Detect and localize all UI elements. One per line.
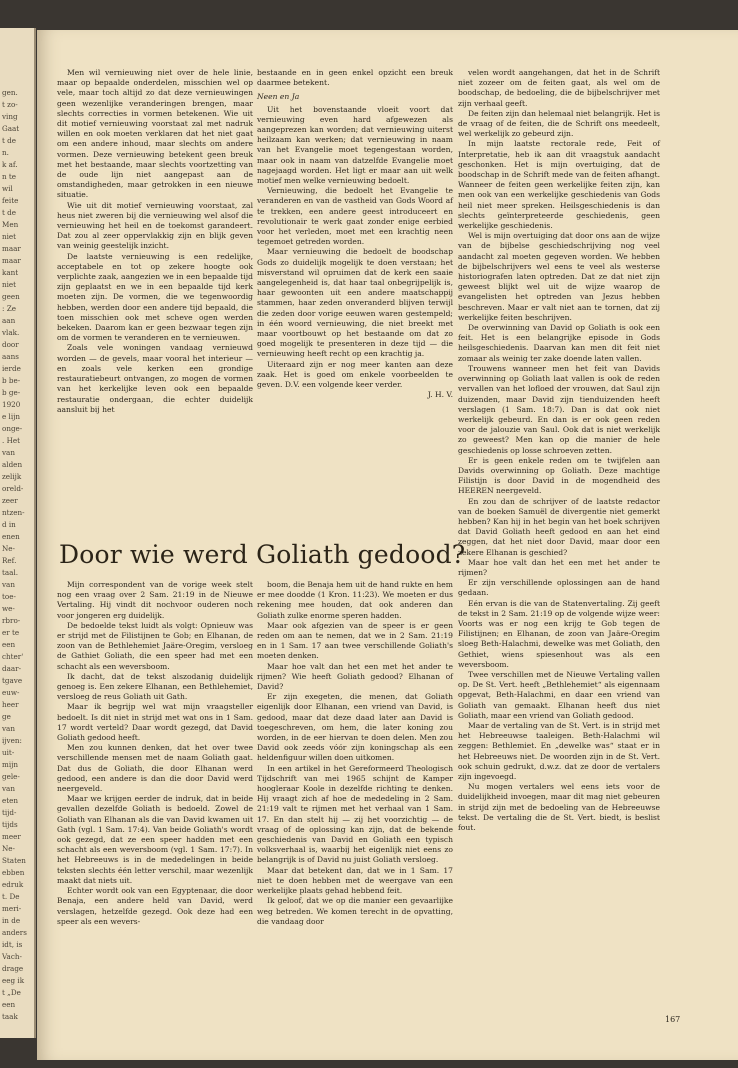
paragraph: Ik dacht, dat de tekst alszodanig duidelijk genoeg is. Een zekere Elhanan, een Bethlehemiet, versloeg de reus Goliath uit Gath.	[57, 671, 253, 702]
signature: J. H. V.	[427, 390, 453, 400]
previous-page-text-fragment: idt, is	[2, 940, 23, 949]
previous-page-text-fragment: er te	[2, 628, 20, 637]
paragraph: Maar de vertaling van de St. Vert. is in strijd met het Hebreeuwse taaleigen. Beth-Halachmi wil zeggen: Bethlemiet. En „dewelke was“ staat er in het Hebreeuws niet. De woorden zijn in de St. Vert. ook schuin gedrukt, d.w.z. dat ze door de vertalers zijn ingevoegd.	[458, 721, 660, 782]
previous-page-text-fragment: b be-	[2, 376, 21, 385]
previous-page-text-fragment: niet	[2, 280, 17, 289]
previous-page-text-fragment: taal.	[2, 568, 19, 577]
previous-page-text-fragment: oreld-	[2, 484, 24, 493]
column-body	[257, 105, 453, 391]
previous-page-text-fragment: meer	[2, 832, 21, 841]
previous-page-text-fragment: enen	[2, 532, 20, 541]
paragraph: Er zijn exegeten, die menen, dat Goliath eigenlijk door Elhanan, een vriend van David, is gedood, maar dat deze daad later aan David is toegeschreven, om hem, die later koning zou worden, in de eer hiervan te doen delen. Men zou David ook zeeds vóór zijn koningschap als een heldenfiguur willen doen uitkomen.	[257, 692, 453, 763]
previous-page-text-fragment: maar	[2, 256, 21, 265]
paragraph: Wie uit dit motief vernieuwing voorstaat, zal heus niet zweren bij die vernieuwing wel alsof die vernieuwing het heil en de toekomst garandeert. Dat zou al zeer oppervlakkig zijn en blijk geven van weinig geestelijk inzicht.	[57, 200, 253, 251]
previous-page-text-fragment: niet	[2, 232, 17, 241]
previous-page-text-fragment: drage	[2, 964, 24, 973]
paragraph: De overwinning van David op Goliath is ook een feit. Het is een belangrijke episode in Gods heilsgeschiedenis. Daarvan kan men dit feit niet zomaar als weinig ter zake doende laten vallen.	[458, 323, 660, 363]
previous-page-text-fragment: van	[2, 784, 15, 793]
previous-page-text-fragment: ijven:	[2, 736, 22, 745]
previous-page-text-fragment: door	[2, 340, 19, 349]
paragraph: Vernieuwing, die bedoelt het Evangelie te veranderen en van de vastheid van Gods Woord af te trekken, een andere geest introduceert en revolutionair te werk gaat zonder enige eerbied voor het verleden, moet met een krachtig neen tegemoet getreden worden.	[257, 186, 453, 247]
previous-page-text-fragment: een	[2, 1000, 16, 1009]
top-column-1	[57, 68, 253, 415]
paragraph: Maar ook afgezien van de speer is er geen reden om aan te nemen, dat we in 2 Sam. 21:19 en in 1 Sam. 17 aan twee verschillende Goliath's moeten denken.	[257, 620, 453, 661]
paragraph: De laatste vernieuwing is een redelijke, acceptabele en tot op zekere hoogte ook verplichte zaak, aangezien we in een bepaalde tijd zijn geplaatst en we in een bepaalde tijd kerk moeten zijn. De vormen, die we tegenwoordig hebben, werden door een andere tijd bepaald, die toen misschien ook met scheve ogen werden bekeken. Daarom kan er geen bezwaar tegen zijn om de vormen te veranderen en te vernieuwen.	[57, 251, 253, 343]
previous-page-text-fragment: taak	[2, 1012, 18, 1021]
previous-page-text-fragment: in de	[2, 916, 21, 925]
previous-page-text-fragment: Ne-	[2, 844, 15, 853]
previous-page-edge	[0, 28, 36, 1038]
previous-page-text-fragment: Ne-	[2, 544, 15, 553]
top-column-2	[257, 68, 453, 401]
previous-page-text-fragment: mijn	[2, 760, 18, 769]
previous-page-text-fragment: Vach-	[2, 952, 22, 961]
paragraph: Maar hoe valt dan het een met het ander te rijmen?	[458, 557, 660, 577]
previous-page-text-fragment: gen.	[2, 88, 18, 97]
previous-page-text-fragment: geen	[2, 292, 20, 301]
previous-page-text-fragment: zeer	[2, 496, 18, 505]
paragraph: boom, die Benaja hem uit de hand rukte en hem er mee doodde (1 Kron. 11:23). We moeten er dus rekening mee houden, dat ook anderen dan Goliath zulke enorme speren hadden.	[257, 580, 453, 620]
paragraph: Twee verschillen met de Nieuwe Vertaling vallen op. De St. Vert. heeft „Bethlehemiet“ als eigennaam opgevat, Beth-Halachmi, en daar een vriend van Goliath van gemaakt. Elhanan heeft dus niet Goliath, maar een vriend van Goliath gedood.	[458, 669, 660, 720]
previous-page-text-fragment: : Ze	[2, 304, 16, 313]
previous-page-text-fragment: onge-	[2, 424, 23, 433]
bottom-column-1	[57, 580, 253, 927]
paragraph: Maar dat betekent dan, dat we in 1 Sam. 17 niet te doen hebben met de weergave van een werkelijke plaats gehad hebbend feit.	[257, 865, 453, 896]
paragraph: Nu mogen vertalers wel eens iets voor de duidelijkheid invoegen, maar dit mag niet gebeuren in strijd zijn met de bedoeling van de Hebreeuwse tekst. De vertaling die de St. Vert. biedt, is beslist fout.	[458, 782, 660, 833]
previous-page-text-fragment: Ref.	[2, 556, 17, 565]
previous-page-text-fragment: ierde	[2, 364, 21, 373]
previous-page-text-fragment: aan	[2, 316, 16, 325]
previous-page-text-fragment: gele-	[2, 772, 20, 781]
paragraph: bestaande en in geen enkel opzicht een breuk daarmee betekent.	[257, 68, 453, 88]
previous-page-text-fragment: tijds	[2, 820, 18, 829]
paragraph: Uit het bovenstaande vloeit voort dat vernieuwing even hard afgewezen als aangeprezen kan worden; dat vernieuwing uiterst heilzaam kan werken; dat vernieuwing in naam van het Evangelie moet tegengestaan worden, maar ook in naam van datzelfde Evangelie moet nagejaagd worden. Het ligt er maar aan uit welk motief men welke vernieuwing bedoelt.	[257, 104, 453, 186]
previous-page-text-fragment: meri-	[2, 904, 22, 913]
paragraph: Maar vernieuwing die bedoelt de boodschap Gods zo duidelijk mogelijk te doen verstaan; het misverstand wil opruimen dat de kerk een saaie aangelegenheid is, dat haar taal onbegrijpelijk is, haar gewoonten uit een andere maatschappij stammen, haar zeden onveranderd blijven terwijl die zeden door vorige eeuwen waren gestempeld; in één woord vernieuwing, die niet breekt met maar voortbouwt op het bestaande om dat zo goed mogelijk te presenteren in deze tijd — die vernieuwing heeft recht op een krachtig ja.	[257, 247, 453, 359]
top-column-3	[458, 68, 660, 833]
paragraph: Er zijn verschillende oplossingen aan de hand gedaan.	[458, 578, 660, 598]
previous-page-text-fragment: d in	[2, 520, 16, 529]
article-headline: Door wie werd Goliath gedood?	[59, 540, 466, 569]
previous-page-text-fragment: e lijn	[2, 412, 20, 421]
previous-page-text-fragment: ge	[2, 712, 11, 721]
previous-page-text-fragment: eten	[2, 796, 19, 805]
previous-page-text-fragment: anders	[2, 928, 27, 937]
previous-page-text-fragment: van	[2, 580, 15, 589]
previous-page-text-fragment: n.	[2, 148, 9, 157]
previous-page-text-fragment: Men	[2, 220, 19, 229]
previous-page-text-fragment: een	[2, 640, 16, 649]
subheading: Neen en Ja	[257, 92, 300, 102]
previous-page-text-fragment: t „De	[2, 988, 21, 997]
paragraph: Trouwens wanneer men het feit van Davids overwinning op Goliath laat vallen is ook de reden vervallen van het lofloed der vrouwen, dat Saul zijn duizenden, maar David zijn tienduizenden heeft verslagen (1 Sam. 18:7). Dan is dat ook niet werkelijk gebeurd. En dan is er ook geen reden voor de jalouzie van Saul. Ook dat is niet werkelijk zo geweest? Men kan op die manier de hele geschiedenis op losse schroeven zetten.	[458, 363, 660, 455]
paragraph: Mijn correspondent van de vorige week stelt nog een vraag over 2 Sam. 21:19 in de Nieuwe Vertaling. Hij vindt dit nochvoor ouderen noch voor jongeren erg duidelijk.	[57, 580, 253, 620]
previous-page-text-fragment: Gaat	[2, 124, 20, 133]
paragraph: Echter wordt ook van een Egyptenaar, die door Benaja, een andere held van David, werd verslagen, hetzelfde gezegd. Ook deze had een speer als een wevers-	[57, 886, 253, 926]
previous-page-text-fragment: t. De	[2, 892, 20, 901]
previous-page-text-fragment: ebben	[2, 868, 25, 877]
previous-page-text-fragment: n te	[2, 172, 17, 181]
previous-page-text-fragment: rbro-	[2, 616, 21, 625]
paragraph: In mijn laatste rectorale rede, Feit of Interpretatie, heb ik aan dit vraagstuk aandacht geschonken. Het is mijn overtuiging, dat de boodschap in de Schrift mede van de feiten afhangt. Wanneer de feiten geen werkelijke feiten zijn, kan men ook van een werkelijke geschiedenis van Gods heil niet meer spreken. Heilsgeschiedenis is dan slechts geïnterpreteerde geschiedenis, geen werkelijke geschiedenis.	[458, 139, 660, 231]
previous-page-text-fragment: . Het	[2, 436, 20, 445]
previous-page-text-fragment: chter'	[2, 652, 24, 661]
previous-page-text-fragment: feite	[2, 196, 19, 205]
previous-page-text-fragment: t de	[2, 136, 17, 145]
paragraph: De feiten zijn dan helemaal niet belangrijk. Het is de vraag of de feiten, die de Schrift ons meedeelt, wel werkelijk zo gebeurd zijn.	[458, 108, 660, 139]
previous-page-text-fragment: uit-	[2, 748, 15, 757]
paragraph: Men zou kunnen denken, dat het over twee verschillende mensen met de naam Goliath gaat. Dat dus de Goliath, die door Elhanan werd gedood, een andere is dan die door David werd neergeveld.	[57, 743, 253, 794]
paragraph: In een artikel in het Gereformeerd Theologisch Tijdschrift van mei 1965 schijnt de Kamper hoogleraar Koole in dezelfde richting te denken. Hij vraagt zich af hoe de mededeling in 2 Sam. 21:19 valt te rijmen met het verhaal van 1 Sam. 17. En dan stelt hij — zij het voorzichtig — de vraag of de oplossing kan zijn, dat de bekende geschiedenis van David en Goliath een typisch volksverhaal is, waarbij het eigenlijk niet eens zo belangrijk is of David nu juist Goliath versloeg.	[257, 763, 453, 865]
paragraph: Zoals vele woningen vandaag vernieuwd worden — de gevels, maar vooral het interieur — en zoals vele kerken een grondige restauratiebeurt ontvangen, zo mogen de vormen van het kerkelijke leven ook een bepaalde restauratie ondergaan, die echter duidelijk aansluit bij het	[57, 343, 253, 414]
paragraph: Ik geloof, dat we op die manier een gevaarlijke weg betreden. We komen terecht in de opvatting, die vandaag door	[257, 896, 453, 926]
page-number: 167	[665, 1015, 681, 1024]
previous-page-text-fragment: van	[2, 724, 15, 733]
paragraph: De bedoelde tekst luidt als volgt: Opnieuw was er strijd met de Filistijnen te Gob; en Elhanan, de zoon van de Bethlehemiet Jaäre-Oregim, versloeg de Gathiet Goliath, die een speer had met een schacht als een weversboom.	[57, 620, 253, 671]
previous-page-text-fragment: k af.	[2, 160, 18, 169]
previous-page-text-fragment: b ge-	[2, 388, 21, 397]
previous-page-text-fragment: kant	[2, 268, 19, 277]
previous-page-text-fragment: ving	[2, 112, 18, 121]
bottom-column-2	[257, 580, 453, 927]
previous-page-text-fragment: Staten	[2, 856, 26, 865]
paragraph: Uiteraard zijn er nog meer kanten aan deze zaak. Het is goed om enkele voorbeelden te geven. D.V. een volgende keer verder.	[257, 359, 453, 390]
previous-page-text-fragment: edruk	[2, 880, 24, 889]
paragraph: Eén ervan is die van de Statenvertaling. Zij geeft de tekst in 2 Sam. 21:19 op de volgende wijze weer: Voorts was er nog een krijg te Gob tegen de Filistijnen; en Elhanan, de zoon van Jaäre-Oregim sloeg Beth-Halachmi, dewelke was met Goliath, den Gethiet, wiens spiesenhout was als een weversboom.	[458, 598, 660, 669]
paragraph: Maar ik begrijp wel wat mijn vraagsteller bedoelt. Is dit niet in strijd met wat ons in 1 Sam. 17 wordt verteld? Daar wordt gezegd, dat David Goliath gedood heeft.	[57, 702, 253, 743]
previous-page-text-fragment: heer	[2, 700, 19, 709]
previous-page-text-fragment: tijd-	[2, 808, 17, 817]
previous-page-text-fragment: tgave	[2, 676, 23, 685]
paragraph: Maar we krijgen eerder de indruk, dat in beide gevallen dezelfde Goliath is bedoeld. Zowel de Goliath van Elhanan als die van David kwamen uit Gath (vgl. 1 Sam. 17:4). Van beide Goliath's wordt ook gezegd, dat ze een speer hadden met een schacht als een weversboom (vgl. 1 Sam. 17:7). In het Hebreeuws is in de mededelingen in beide teksten slechts één letter verschil, maar wezenlijk maakt dat niets uit.	[57, 794, 253, 885]
previous-page-text-fragment: van	[2, 448, 15, 457]
paragraph: Wel is mijn overtuiging dat door ons aan de wijze van de bijbelse geschiedschrijving nog veel aandacht zal moeten gegeven worden. We hebben de bijbelschrijvers wel eens te veel als westerse historiografen laten optreden. Dat ze dat niet zijn geweest blijkt wel uit de wijze waarop de evangelisten het optreden van Jezus hebben beschreven. Maar er valt niet aan te tornen, dat zij werkelijke feiten beschrijven.	[458, 231, 660, 322]
previous-page-text-fragment: we-	[2, 604, 15, 613]
previous-page-text-fragment: 1920	[2, 400, 21, 409]
previous-page-text-fragment: ntzen-	[2, 508, 25, 517]
previous-page-text-fragment: vlak.	[2, 328, 20, 337]
previous-page-text-fragment: aans	[2, 352, 19, 361]
previous-page-text-fragment: toe-	[2, 592, 16, 601]
previous-page-text-fragment: maar	[2, 244, 21, 253]
previous-page-text-fragment: t zo-	[2, 100, 18, 109]
previous-page-text-fragment: zelijk	[2, 472, 22, 481]
paragraph: Men wil vernieuwing niet over de hele linie, maar op bepaalde onderdelen, misschien wel op vele, maar toch altijd zo dat deze vernieuwingen geen wezenlijke veranderingen brengen, maar slechts correcties in vormen betekenen. Wie uit dit motief vernieuwing voorstaat zal met nadruk willen en ook moeten verklaren dat het niet gaat om een andere inhoud, maar slechts om andere vormen. Deze vernieuwing betekent geen breuk met het bestaande, maar slechts voortzetting van de oude lijn niet aangepast aan de omstandigheden, maar getrokken in een nieuwe situatie.	[57, 68, 253, 200]
paragraph: velen wordt aangehangen, dat het in de Schrift niet zozeer om de feiten gaat, als wel om de boodschap, de bedoeling, die de bijbelschrijver met zijn verhaal geeft.	[458, 68, 660, 108]
previous-page-text-fragment: eeg ik	[2, 976, 25, 985]
previous-page-text-fragment: t de	[2, 208, 17, 217]
previous-page-text-fragment: alden	[2, 460, 23, 469]
previous-page-text-fragment: daar-	[2, 664, 22, 673]
paragraph: Maar hoe valt dan het een met het ander te rijmen? Wie heeft Goliath gedood? Elhanan of David?	[257, 661, 453, 692]
previous-page-text-fragment: euw-	[2, 688, 20, 697]
previous-page-text-fragment: wil	[2, 184, 13, 193]
paragraph: En zou dan de schrijver of de laatste redactor van de boeken Samuël de divergentie niet gemerkt hebben? Kan hij in het begin van het boek schrijven dat David Goliath heeft gedood en aan het eind zeggen, dat het niet door David, maar door een zekere Elhanan is geschied?	[458, 496, 660, 557]
paragraph: Er is geen enkele reden om te twijfelen aan Davids overwinning op Goliath. Deze machtige Filistijn is door David in de mogendheid des HEEREN neergeveld.	[458, 455, 660, 496]
magazine-page	[37, 30, 738, 1060]
